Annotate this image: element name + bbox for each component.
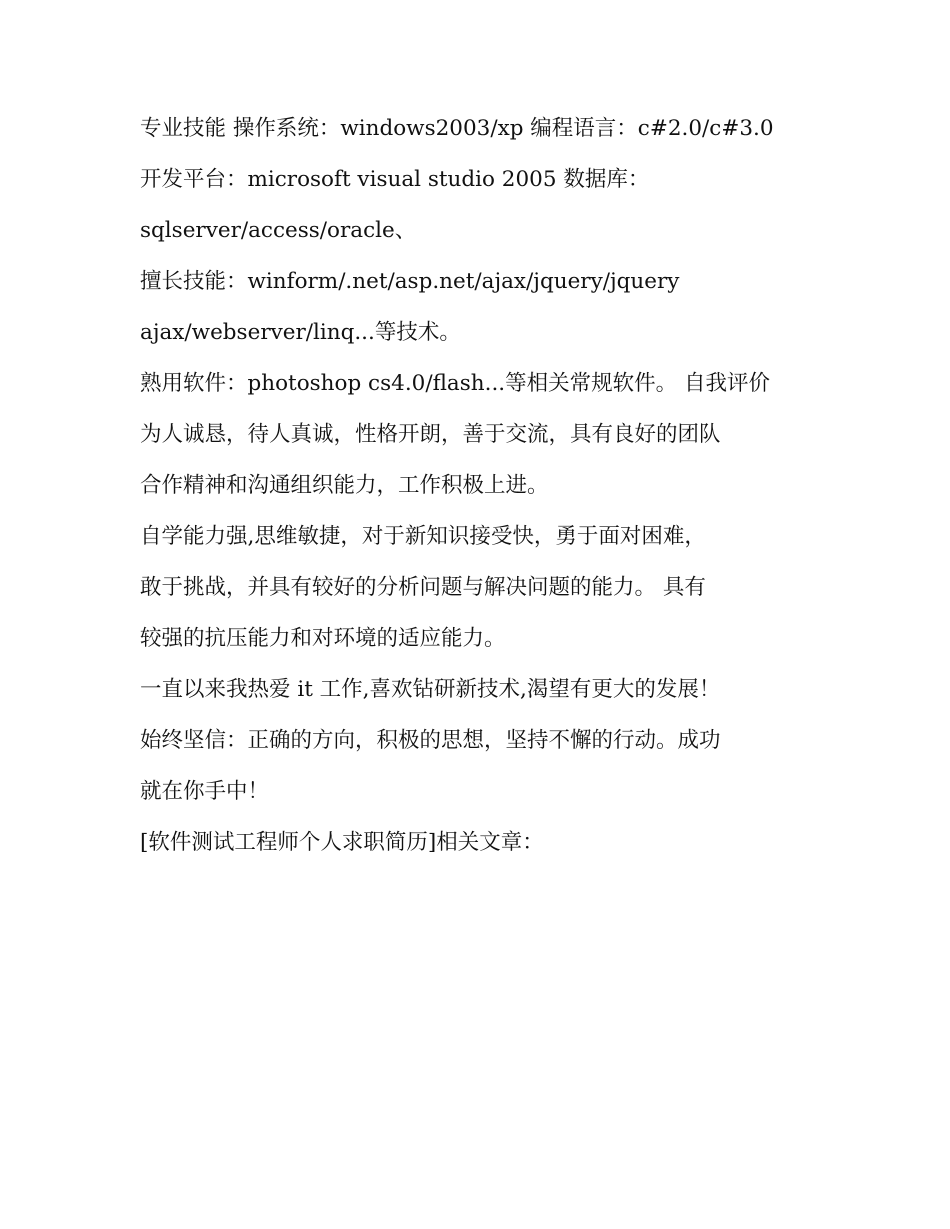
document-body: [140, 103, 820, 868]
text-line: 为人诚恳，待人真诚，性格开朗，善于交流，具有良好的团队: [140, 422, 721, 447]
text-line: 擅长技能：winform/.net/asp.net/ajax/jquery/jquery: [140, 269, 680, 294]
text-line: 合作精神和沟通组织能力，工作积极上进。: [140, 473, 549, 498]
text-line: 敢于挑战，并具有较好的分析问题与解决问题的能力。 具有: [140, 575, 706, 600]
text-line: 较强的抗压能力和对环境的适应能力。: [140, 626, 506, 651]
text-line: 一直以来我热爱 it 工作,喜欢钻研新技术,渴望有更大的发展！: [140, 677, 721, 702]
text-line: 熟用软件：photoshop cs4.0/flash...等相关常规软件。 自我评价: [140, 371, 770, 396]
related-articles-heading: [软件测试工程师个人求职简历]相关文章：: [140, 830, 544, 855]
text-line: 就在你手中！: [140, 779, 270, 804]
text-line: 开发平台：microsoft visual studio 2005 数据库：: [140, 167, 650, 192]
text-line: 专业技能 操作系统：windows2003/xp 编程语言：c#2.0/c#3.0: [140, 116, 774, 141]
text-line: ajax/webserver/linq...等技术。: [140, 320, 461, 345]
text-line: sqlserver/access/oracle、: [140, 218, 417, 243]
text-line: 自学能力强,思维敏捷，对于新知识接受快，勇于面对困难，: [140, 524, 706, 549]
text-line: 始终坚信：正确的方向，积极的思想，坚持不懈的行动。成功: [140, 728, 721, 753]
